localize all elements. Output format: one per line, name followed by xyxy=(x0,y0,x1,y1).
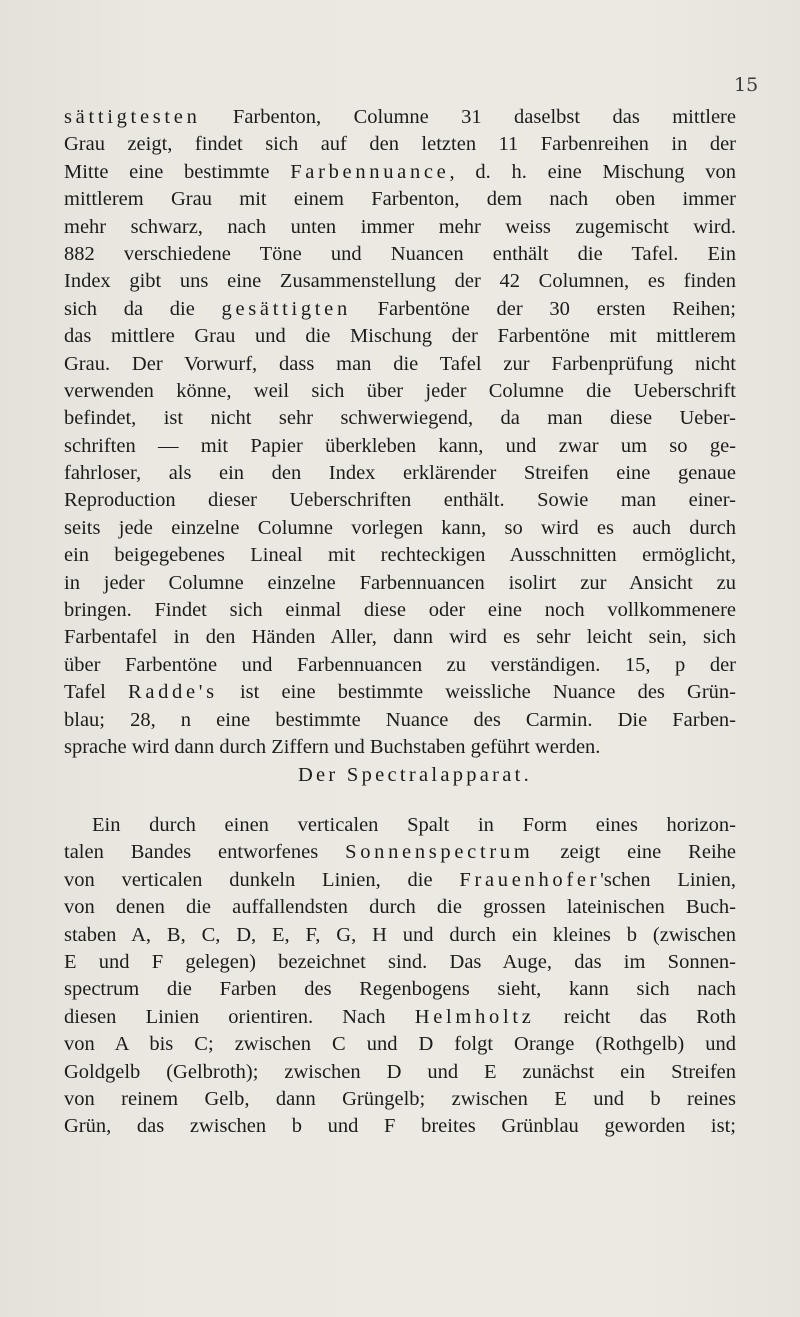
text-line xyxy=(64,976,736,1003)
text-line xyxy=(64,378,736,405)
text-line xyxy=(64,597,736,624)
text-run: talen Bandes entworfenes xyxy=(64,841,346,864)
page-number: 15 xyxy=(734,74,759,96)
text-run: schriften — mit Papier überkleben kann, und zwar um so ge- xyxy=(64,434,736,457)
spaced-emphasis: gesättigten xyxy=(221,297,351,320)
text-line xyxy=(64,679,736,706)
text-line xyxy=(64,515,736,542)
text-run: verwenden könne, weil sich über jeder Columne die Ueberschrift xyxy=(64,379,736,402)
text-line xyxy=(64,323,736,350)
text-run: Tafel xyxy=(64,681,128,704)
text-line xyxy=(64,922,736,949)
text-run: seits jede einzelne Columne vorlegen kann, so wird es auch durch xyxy=(64,516,736,539)
text-run: E und F gelegen) bezeichnet sind. Das Auge, das im Sonnen- xyxy=(64,950,736,973)
text-line xyxy=(64,839,736,866)
text-run: Mitte eine bestimmte xyxy=(64,160,291,183)
text-run: Reproduction dieser Ueberschriften enthält. Sowie man einer- xyxy=(64,489,736,512)
spaced-emphasis: Sonnenspectrum xyxy=(345,841,534,864)
text-line xyxy=(64,624,736,651)
text-run: , d. h. eine Mischung von xyxy=(449,160,736,183)
text-line xyxy=(64,542,736,569)
text-run: Farbentöne der 30 ersten Reihen; xyxy=(350,297,737,320)
text-run: Goldgelb (Gelbroth); zwischen D und E zunächst ein Streifen xyxy=(64,1060,736,1083)
text-line xyxy=(64,268,736,295)
paragraph-1 xyxy=(64,104,736,761)
text-run: 'schen Linien, xyxy=(600,868,736,891)
text-line xyxy=(64,296,736,323)
text-line xyxy=(64,1031,736,1058)
text-line xyxy=(64,487,736,514)
text-line xyxy=(64,214,736,241)
spaced-emphasis: Frauenhofer xyxy=(459,868,601,891)
text-line xyxy=(64,1004,736,1031)
text-run: blau; 28, n eine bestimmte Nuance des Carmin. Die Farben- xyxy=(64,708,736,731)
text-run: Index gibt uns eine Zusammenstellung der 42 Columnen, es finden xyxy=(64,270,736,293)
text-line xyxy=(64,131,736,158)
text-run: das mittlere Grau und die Mischung der Farbentöne mit mittlerem xyxy=(64,325,736,348)
text-run: Grün, das zwischen b und F breites Grünblau geworden ist; xyxy=(64,1115,736,1138)
text-run: Farbenton, Columne 31 daselbst das mittlere xyxy=(200,106,736,128)
text-run: ein beigegebenes Lineal mit rechteckigen Ausschnitten ermöglicht, xyxy=(64,544,736,567)
text-line xyxy=(64,894,736,921)
text-run: mittlerem Grau mit einem Farbenton, dem nach oben immer xyxy=(64,188,736,211)
text-run: sprache wird dann durch Ziffern und Buchstaben geführt werden. xyxy=(64,735,601,758)
text-run: befindet, ist nicht sehr schwerwiegend, da man diese Ueber- xyxy=(64,407,736,430)
text-line xyxy=(64,812,736,839)
section-heading: Der Spectralapparat. xyxy=(297,764,533,786)
text-line xyxy=(64,734,736,761)
text-line xyxy=(64,1113,736,1140)
text-run: sich da die xyxy=(64,297,222,320)
text-run: diesen Linien orientiren. Nach xyxy=(64,1005,415,1028)
spaced-emphasis: Helmholtz xyxy=(414,1005,535,1028)
spaced-emphasis: Farbennuance xyxy=(290,160,450,183)
text-line xyxy=(64,433,736,460)
text-line xyxy=(64,241,736,268)
text-run: fahrloser, als ein den Index erklärender Streifen eine genaue xyxy=(64,462,736,485)
paragraph-2 xyxy=(64,812,736,1141)
text-line xyxy=(64,186,736,213)
text-run: von verticalen dunkeln Linien, die xyxy=(64,868,460,891)
text-run: von denen die auffallendsten durch die grossen lateinischen Buch- xyxy=(64,896,736,919)
text-line xyxy=(64,1059,736,1086)
text-line xyxy=(64,949,736,976)
text-run: Farbentafel in den Händen Aller, dann wird es sehr leicht sein, sich xyxy=(64,626,736,649)
text-run: ist eine bestimmte weissliche Nuance des Grün- xyxy=(217,681,736,704)
text-run: zeigt eine Reihe xyxy=(533,841,736,864)
spaced-emphasis: sättigtesten xyxy=(64,106,201,128)
text-line xyxy=(64,652,736,679)
text-line xyxy=(64,460,736,487)
text-line xyxy=(64,707,736,734)
text-run: von A bis C; zwischen C und D folgt Orange (Rothgelb) und xyxy=(64,1033,736,1056)
text-run: in jeder Columne einzelne Farbennuancen isolirt zur Ansicht zu xyxy=(64,571,736,594)
spaced-emphasis: Radde's xyxy=(127,681,218,704)
text-run: spectrum die Farben des Regenbogens sieht, kann sich nach xyxy=(64,978,736,1001)
text-line xyxy=(64,1086,736,1113)
text-line xyxy=(64,351,736,378)
text-run: staben A, B, C, D, E, F, G, H und durch ein kleines b (zwischen xyxy=(64,923,736,946)
text-run: bringen. Findet sich einmal diese oder eine noch vollkommenere xyxy=(64,599,736,622)
text-line xyxy=(64,104,736,131)
text-run: von reinem Gelb, dann Grüngelb; zwischen E und b reines xyxy=(64,1087,736,1110)
text-run: Ein durch einen verticalen Spalt in Form eines horizon- xyxy=(92,814,736,836)
text-run: reicht das Roth xyxy=(534,1005,736,1028)
text-line xyxy=(64,867,736,894)
text-line xyxy=(64,570,736,597)
text-run: über Farbentöne und Farbennuancen zu verständigen. 15, p der xyxy=(64,653,736,676)
text-run: Grau. Der Vorwurf, dass man die Tafel zur Farbenprüfung nicht xyxy=(64,352,736,375)
text-line xyxy=(64,159,736,186)
text-run: Grau zeigt, findet sich auf den letzten 11 Farbenreihen in der xyxy=(64,133,736,156)
text-run: mehr schwarz, nach unten immer mehr weiss zugemischt wird. xyxy=(64,215,736,238)
text-run: 882 verschiedene Töne und Nuancen enthält die Tafel. Ein xyxy=(64,242,736,265)
text-line xyxy=(64,405,736,432)
